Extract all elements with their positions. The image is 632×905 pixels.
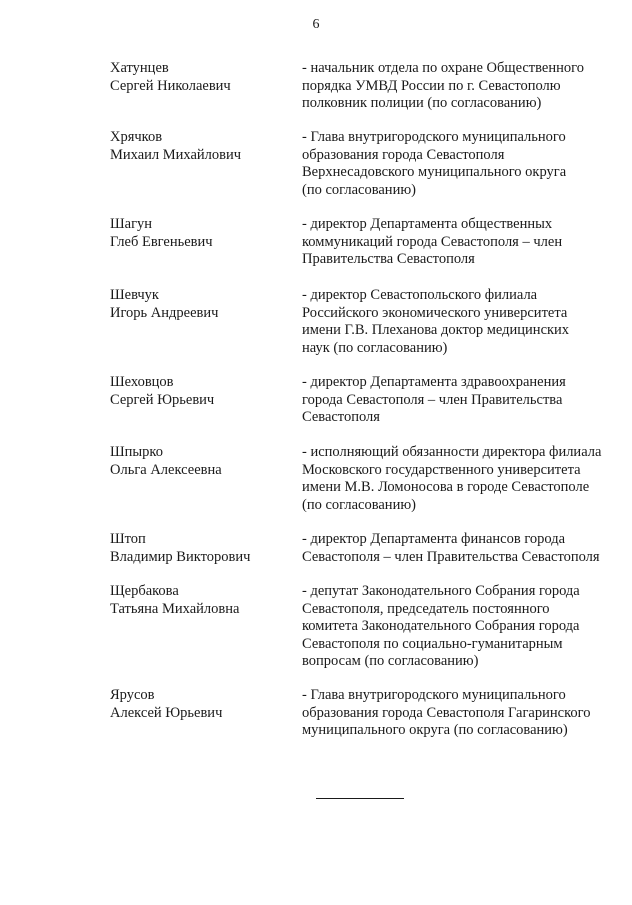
position-line: - Глава внутригородского муниципального — [302, 687, 566, 703]
position-line: - Глава внутригородского муниципального — [302, 129, 566, 145]
position-line: вопросам (по согласованию) — [302, 653, 479, 670]
position-line: образования города Севастополя — [302, 146, 505, 163]
member-given-names: Михаил Михайлович — [110, 146, 242, 163]
position-line: (по согласованию) — [302, 496, 416, 513]
member-position — [302, 531, 622, 566]
position-line: Севастополя по социально-гуманитарным — [302, 635, 563, 652]
position-line: - начальник отдела по охране Общественного — [302, 60, 584, 76]
position-line: - депутат Законодательного Собрания города — [302, 583, 580, 599]
member-surname: Шеховцов — [110, 374, 174, 390]
position-line: - директор Департамента здравоохранения — [302, 374, 566, 390]
member-name — [110, 60, 290, 95]
member-name — [110, 287, 290, 322]
member-name — [110, 444, 290, 479]
position-line: Севастополя – член Правительства Севастополя — [302, 548, 600, 565]
position-line: имени М.В. Ломоносова в городе Севастополе — [302, 479, 590, 496]
position-line: (по согласованию) — [302, 181, 416, 198]
member-position — [302, 374, 622, 427]
position-line: комитета Законодательного Собрания города — [302, 618, 580, 635]
member-position — [302, 287, 622, 357]
position-line: Севастополя — [302, 409, 380, 426]
position-line: - директор Севастопольского филиала — [302, 287, 538, 303]
position-line: коммуникаций города Севастополя – член — [302, 233, 563, 250]
member-position — [302, 129, 622, 199]
member-surname: Шевчук — [110, 287, 159, 303]
member-surname: Хрячков — [110, 129, 163, 145]
position-line: образования города Севастополя Гагаринского — [302, 704, 591, 721]
member-position — [302, 444, 622, 514]
position-line: наук (по согласованию) — [302, 339, 448, 356]
position-line: порядка УМВД России по г. Севастополю — [302, 77, 561, 94]
member-name — [110, 129, 290, 164]
position-line: Правительства Севастополя — [302, 251, 475, 268]
position-line: имени Г.В. Плеханова доктор медицинских — [302, 322, 570, 339]
member-name — [110, 216, 290, 251]
position-line: Севастополя, председатель постоянного — [302, 600, 550, 617]
member-surname: Ярусов — [110, 687, 155, 703]
position-line: - директор Департамента финансов города — [302, 531, 566, 547]
position-line: полковник полиции (по согласованию) — [302, 95, 542, 112]
member-given-names: Игорь Андреевич — [110, 304, 219, 321]
position-line: - директор Департамента общественных — [302, 216, 553, 232]
position-line: Российского экономического университета — [302, 304, 568, 321]
member-given-names: Сергей Николаевич — [110, 77, 231, 94]
member-given-names: Ольга Алексеевна — [110, 461, 222, 478]
member-surname: Шпырко — [110, 444, 163, 460]
member-name — [110, 583, 290, 618]
member-surname: Шагун — [110, 216, 153, 232]
member-position — [302, 687, 622, 740]
member-surname: Хатунцев — [110, 60, 169, 76]
end-of-list-divider — [316, 798, 404, 799]
member-surname: Щербакова — [110, 583, 179, 599]
member-name — [110, 531, 290, 566]
position-line: Московского государственного университета — [302, 461, 581, 478]
page-number: 6 — [312, 17, 320, 32]
member-position — [302, 583, 622, 671]
member-given-names: Глеб Евгеньевич — [110, 233, 213, 250]
member-name — [110, 687, 290, 722]
member-position — [302, 60, 622, 113]
member-given-names: Владимир Викторович — [110, 548, 251, 565]
position-line: - исполняющий обязанности директора филиала — [302, 444, 602, 460]
member-given-names: Татьяна Михайловна — [110, 600, 240, 617]
member-given-names: Сергей Юрьевич — [110, 391, 215, 408]
position-line: муниципального округа (по согласованию) — [302, 722, 568, 739]
member-name — [110, 374, 290, 409]
member-position — [302, 216, 622, 269]
member-given-names: Алексей Юрьевич — [110, 704, 223, 721]
position-line: Верхнесадовского муниципального округа — [302, 164, 567, 181]
member-surname: Штоп — [110, 531, 146, 547]
position-line: города Севастополя – член Правительства — [302, 391, 563, 408]
